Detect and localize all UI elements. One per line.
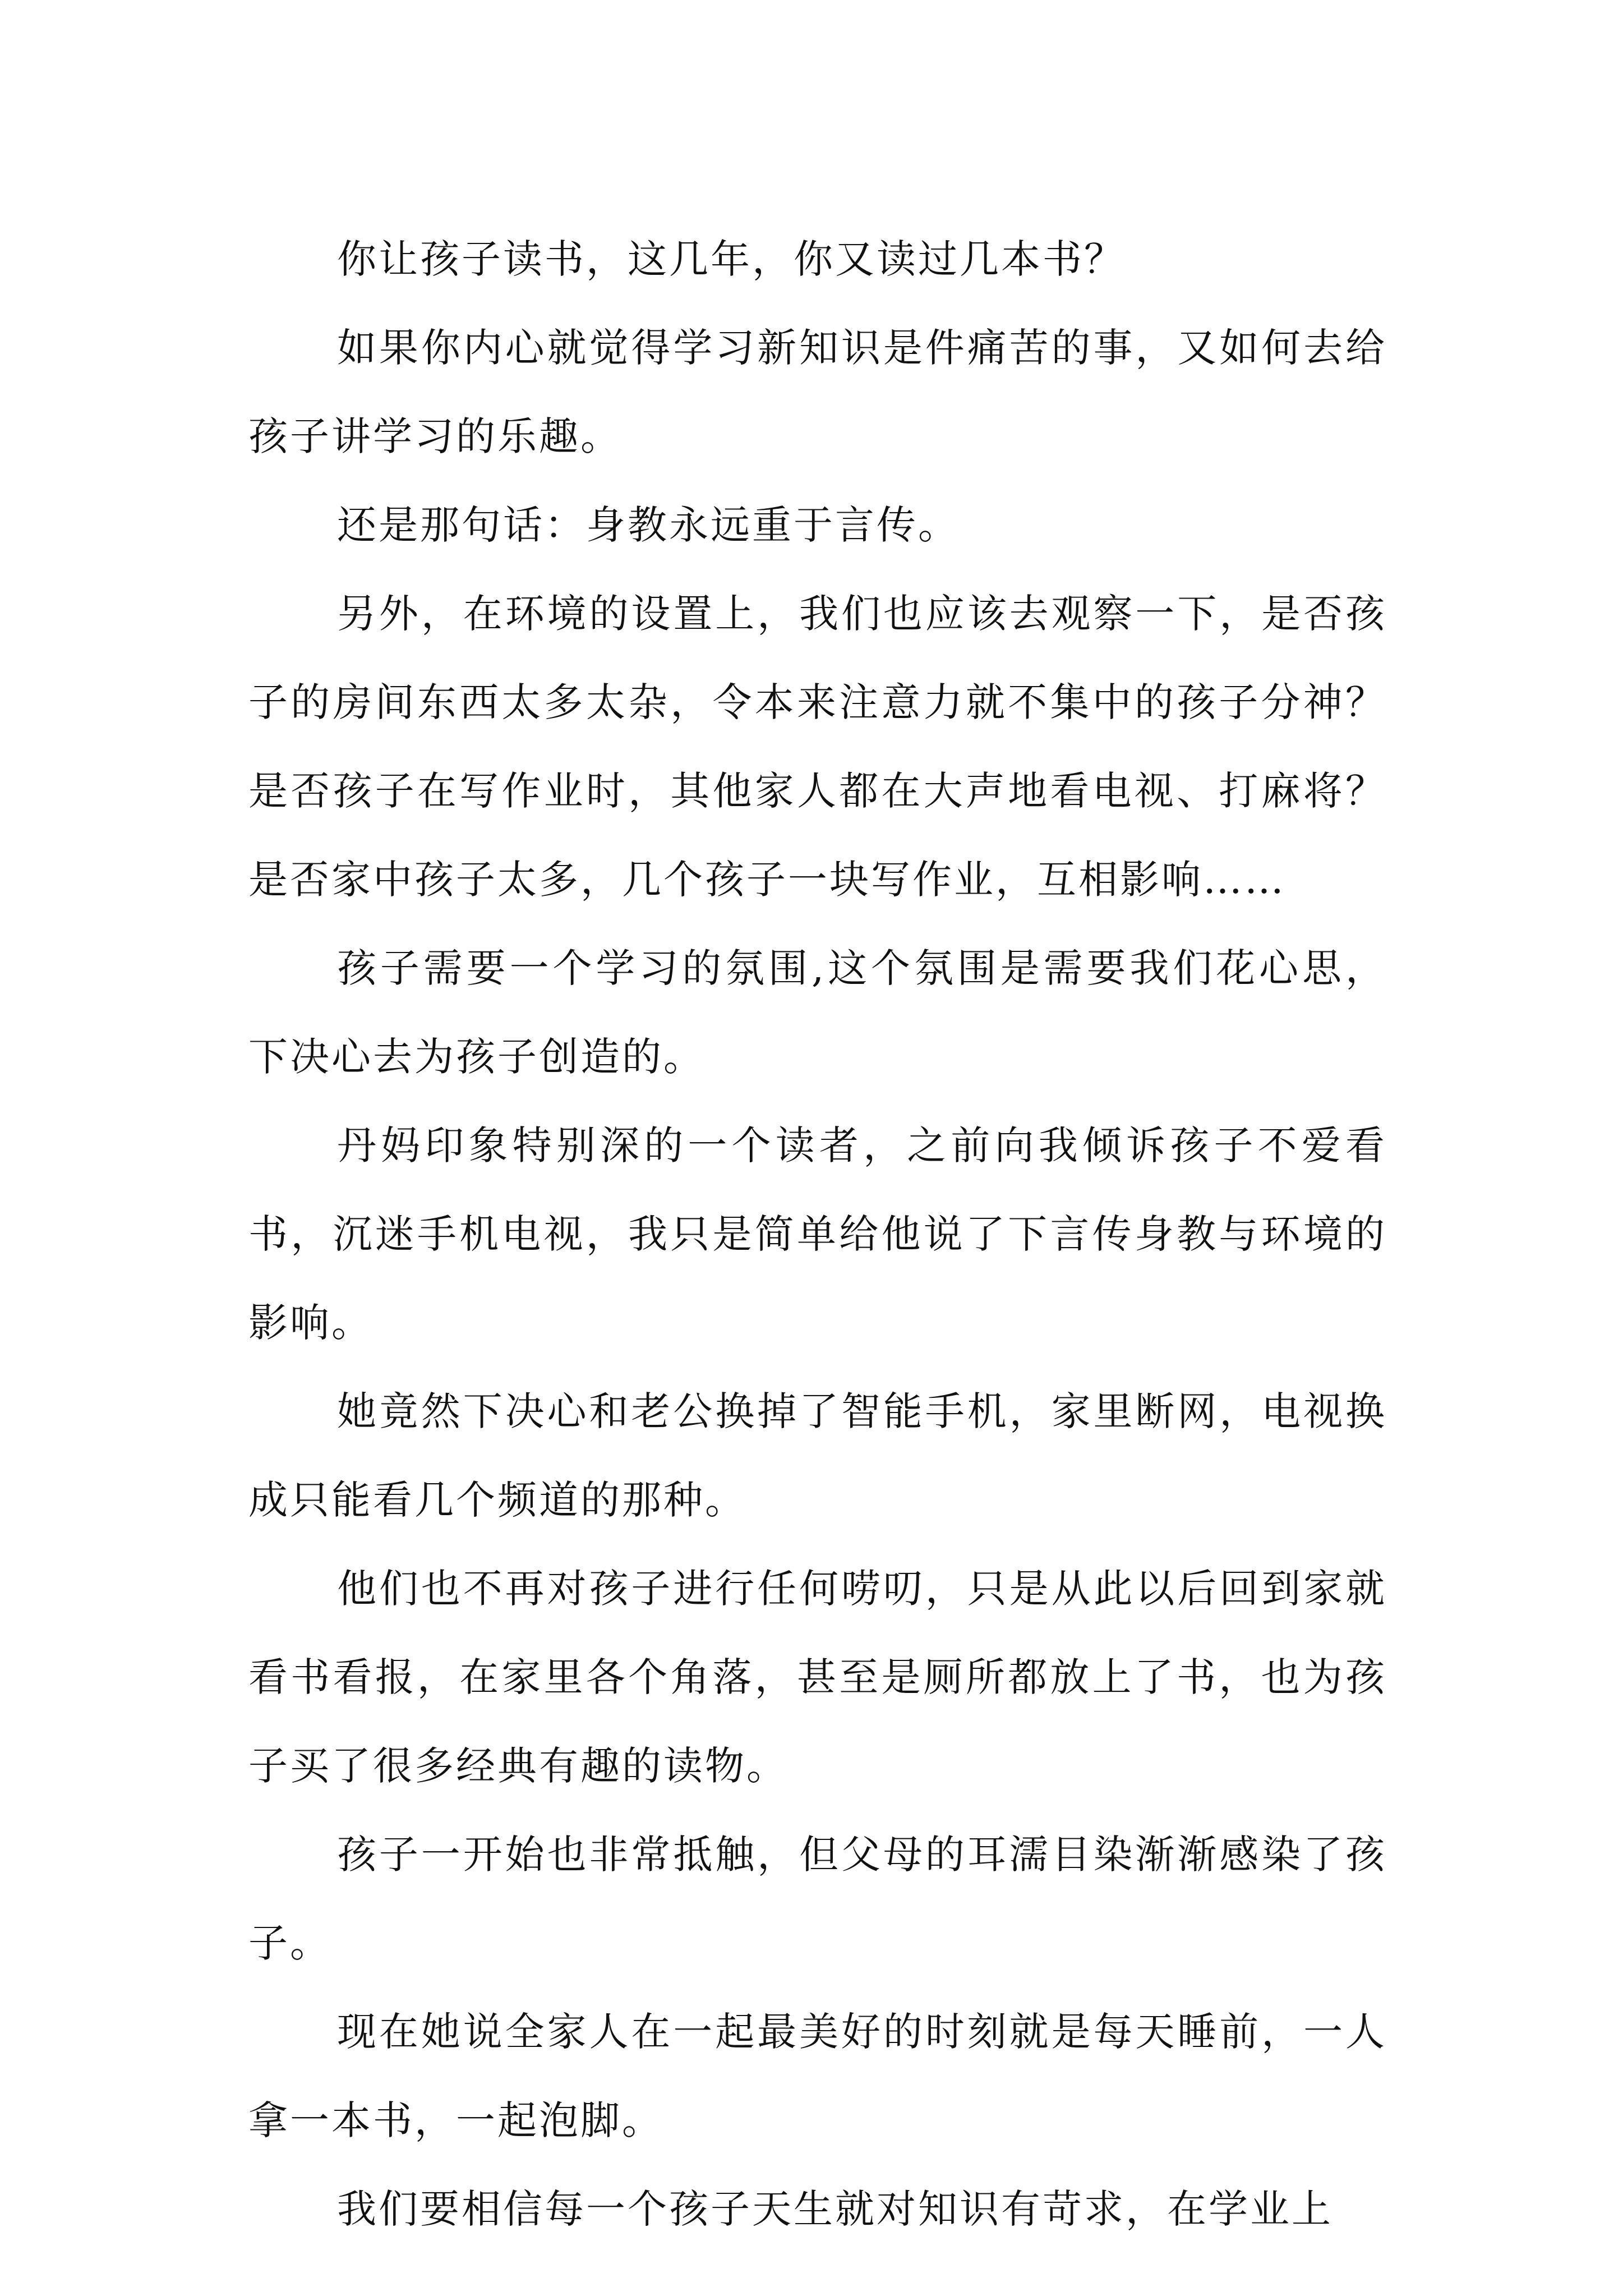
paragraph: 孩子需要一个学习的氛围,这个氛围是需要我们花心思，下决心去为孩子创造的。 [248,945,1387,1080]
paragraph: 另外，在环境的设置上，我们也应该去观察一下，是否孩子的房间东西太多太杂，令本来注意力就不集中的孩子分神？是否孩子在写作业时，其他家人都在大声地看电视、打麻将？是否家中孩子太多，几个孩子一块写作业，互相影响…… [248,591,1387,903]
paragraph: 孩子一开始也非常抵触，但父母的耳濡目染渐渐感染了孩子。 [248,1832,1387,1966]
paragraph: 丹妈印象特别深的一个读者，之前向我倾诉孩子不爱看书，沉迷手机电视，我只是简单给他说了下言传身教与环境的影响。 [248,1122,1387,1346]
paragraph: 还是那句话：身教永远重于言传。 [337,502,960,548]
paragraph: 他们也不再对孩子进行任何唠叨，只是从此以后回到家就看书看报，在家里各个角落，甚至是厕所都放上了书，也为孩子买了很多经典有趣的读物。 [248,1566,1387,1789]
document-body [248,215,1387,2253]
paragraph: 如果你内心就觉得学习新知识是件痛苦的事，又如何去给孩子讲学习的乐趣。 [248,325,1387,459]
paragraph: 现在她说全家人在一起最美好的时刻就是每天睡前，一人拿一本书，一起泡脚。 [248,2009,1387,2143]
paragraph: 她竟然下决心和老公换掉了智能手机，家里断网，电视换成只能看几个频道的那种。 [248,1388,1387,1523]
paragraph: 我们要相信每一个孩子天生就对知识有苛求，在学业上 [337,2186,1333,2232]
paragraph: 你让孩子读书，这几年，你又读过几本书？ [337,236,1126,282]
